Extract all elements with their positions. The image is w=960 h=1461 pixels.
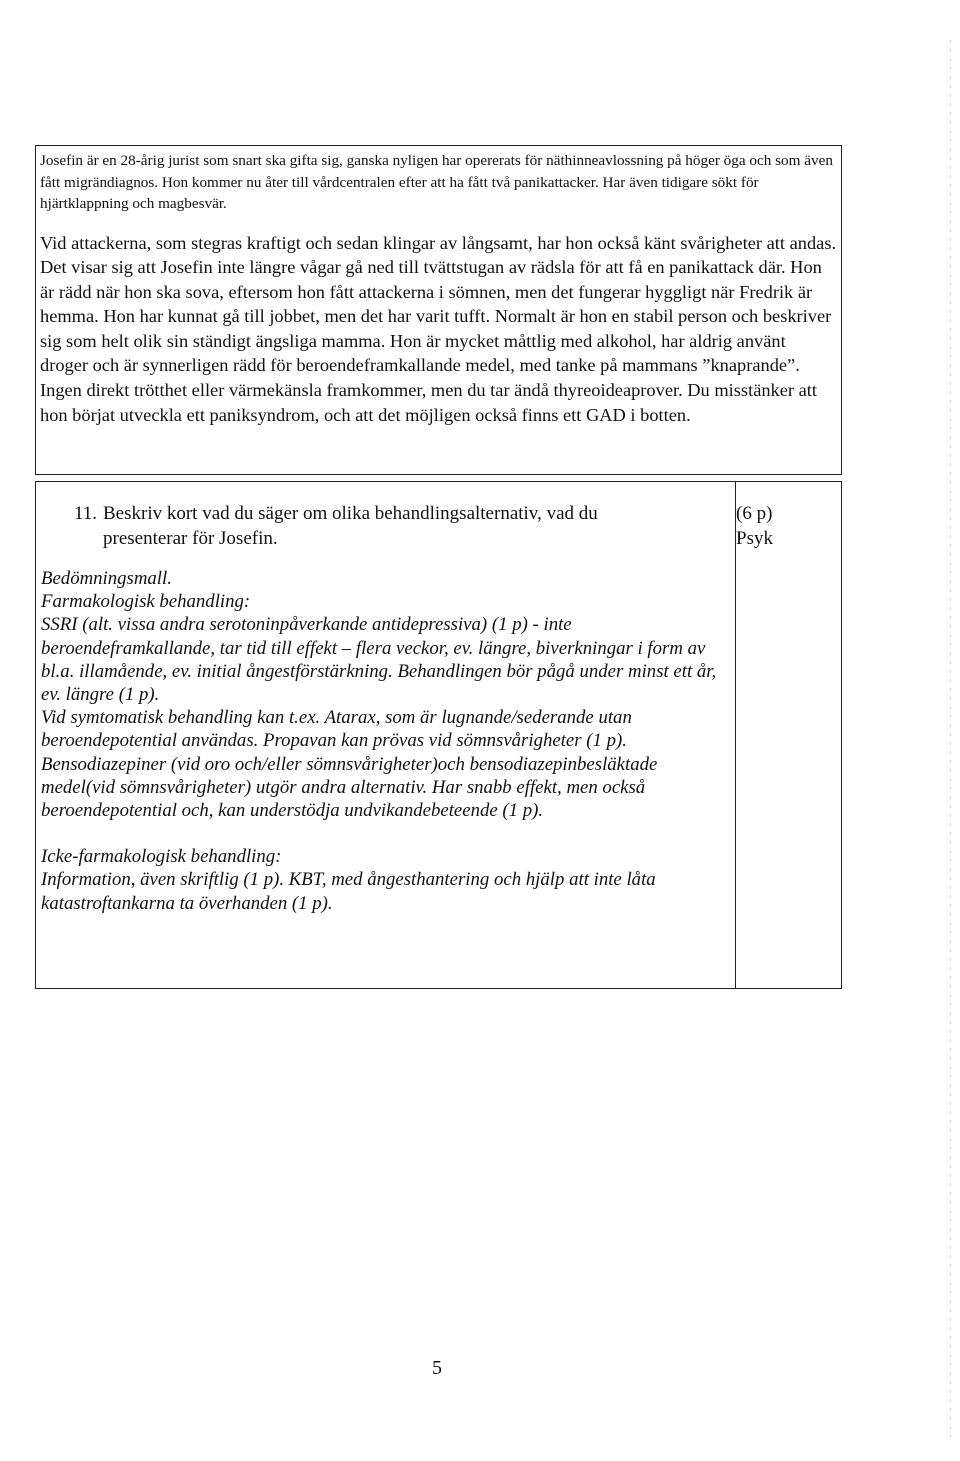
question-column-divider: [735, 482, 736, 988]
case-body-text: Vid attackerna, som stegras kraftigt och sedan klingar av långsamt, har hon också känt svårigheter att andas. Det visar sig att Josefin inte längre vågar gå ned till tvättstugan av rädsla för att få en panikattack där. Hon är rädd när hon ska sova, eftersom hon fått attackerna i sömnen, men det fungerar hyggligt när Fredrik är hemma. Hon har kunnat gå till jobbet, men det har varit tufft. Normalt är hon en stabil person och beskriver sig som helt olik sin ständigt ängsliga mamma. Hon är mycket måttlig med alkohol, har aldrig använt droger och är synnerligen rädd för beroendeframkallande medel, med tanke på mammans ”knaprande”. Ingen direkt trötthet eller värmekänsla framkommer, men du tar ändå thyreoideaprover. Du misstänker att hon börjat utveckla ett paniksyndrom, och att det möjligen också finns ett GAD i botten.: [40, 232, 837, 425]
question-points: (6 p): [736, 503, 773, 524]
question-box: [35, 481, 842, 989]
pharma-heading: Farmakologisk behandling:: [41, 591, 251, 613]
question-text: Beskriv kort vad du säger om olika behandlingsalternativ, vad du presenterar för Josefin.: [103, 503, 598, 549]
page-number: 5: [432, 1357, 442, 1379]
scan-edge-artifact: [950, 40, 951, 1440]
question-number: 11.: [74, 503, 98, 524]
pharma-ssri-text: SSRI (alt. vissa andra serotoninpåverkande antidepressiva) (1 p) - inte beroendeframkallande, tar tid till effekt – flera veckor, ev. längre, biverkningar i form av bl.a. illamående, ev. initial ångestförstärkning. Behandlingen bör pågå under minst ett år, ev. längre (1 p).: [41, 614, 717, 706]
rubric-spacer: [41, 822, 731, 845]
pharma-benzo-text: Bensodiazepiner (vid oro och/eller sömnsvårigheter)och bensodiazepinbesläktade medel(vid sömnsvårigheter) utgör andra alternativ. Har snabb effekt, men också beroendepotential och, kan understödja undvikandebeteende (1 p).: [41, 753, 658, 822]
answer-rubric: [41, 567, 731, 915]
case-description-box: [35, 145, 842, 475]
question-points-column: [736, 501, 773, 551]
rubric-heading: Bedömningsmall.: [41, 568, 172, 589]
nonpharma-text: Information, även skriftlig (1 p). KBT, med ångesthantering och hjälp att inte låta katastroftankarna ta överhanden (1 p).: [41, 869, 656, 914]
pharma-symptomatic-text: Vid symtomatisk behandling kan t.ex. Atarax, som är lugnande/sederande utan beroendepotential användas. Propavan kan prövas vid sömnsvårigheter (1 p).: [41, 707, 632, 752]
nonpharma-heading: Icke-farmakologisk behandling:: [41, 846, 282, 868]
case-intro-text: Josefin är en 28-årig jurist som snart ska gifta sig, ganska nyligen har opererats för näthinneavlossning på höger öga och som även fått migrändiagnos. Hon kommer nu åter till vårdcentralen efter att ha fått två panikattacker. Har även tidigare sökt för hjärtklappning och magbesvär.: [40, 152, 833, 212]
question-subject: Psyk: [736, 528, 773, 549]
